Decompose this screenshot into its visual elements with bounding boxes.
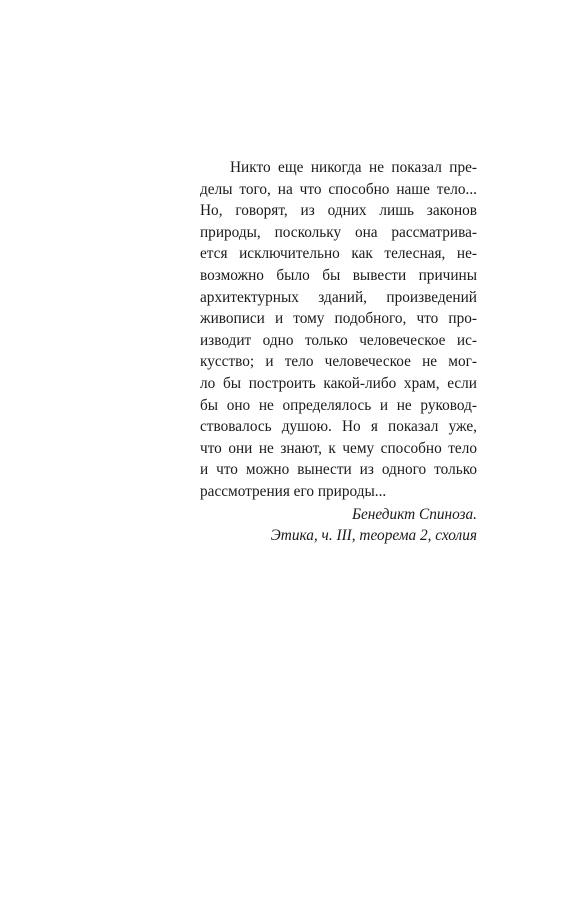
quote-line: что они не знают, к чему способно тело <box>200 439 477 457</box>
quote-line: Но, говорят, из одних лишь законов <box>200 202 477 220</box>
quote-line: и что можно вынести из одного только <box>200 461 477 479</box>
epigraph-source: Этика, ч. III, теорема 2, схолия <box>270 527 477 545</box>
quote-line: архитектурных зданий, произведений <box>200 288 477 306</box>
quote-line: ется исключительно как телесная, не- <box>200 245 477 263</box>
quote-line: Никто еще никогда не показал пре- <box>230 159 477 176</box>
quote-line: бы оно не определялось и не руковод- <box>200 396 477 414</box>
quote-line: природы, поскольку она рассматрива- <box>200 223 477 241</box>
quote-line: ствовалось душою. Но я показал уже, <box>200 418 477 436</box>
quote-line: возможно было бы вывести причины <box>200 266 477 284</box>
epigraph-quote <box>200 157 477 503</box>
quote-line: ло бы построить какой-либо храм, если <box>200 374 477 392</box>
epigraph-author: Бенедикт Спиноза. <box>352 505 477 523</box>
epigraph-attribution <box>200 504 477 547</box>
quote-line: делы того, на что способно наше тело... <box>200 180 477 198</box>
quote-line: рассмотрения его природы... <box>200 482 387 500</box>
quote-line: кусство; и тело человеческое не мог- <box>200 353 477 371</box>
quote-line: изводит одно только человеческое ис- <box>200 331 477 349</box>
epigraph <box>200 157 477 547</box>
quote-line: живописи и тому подобного, что про- <box>200 310 477 328</box>
